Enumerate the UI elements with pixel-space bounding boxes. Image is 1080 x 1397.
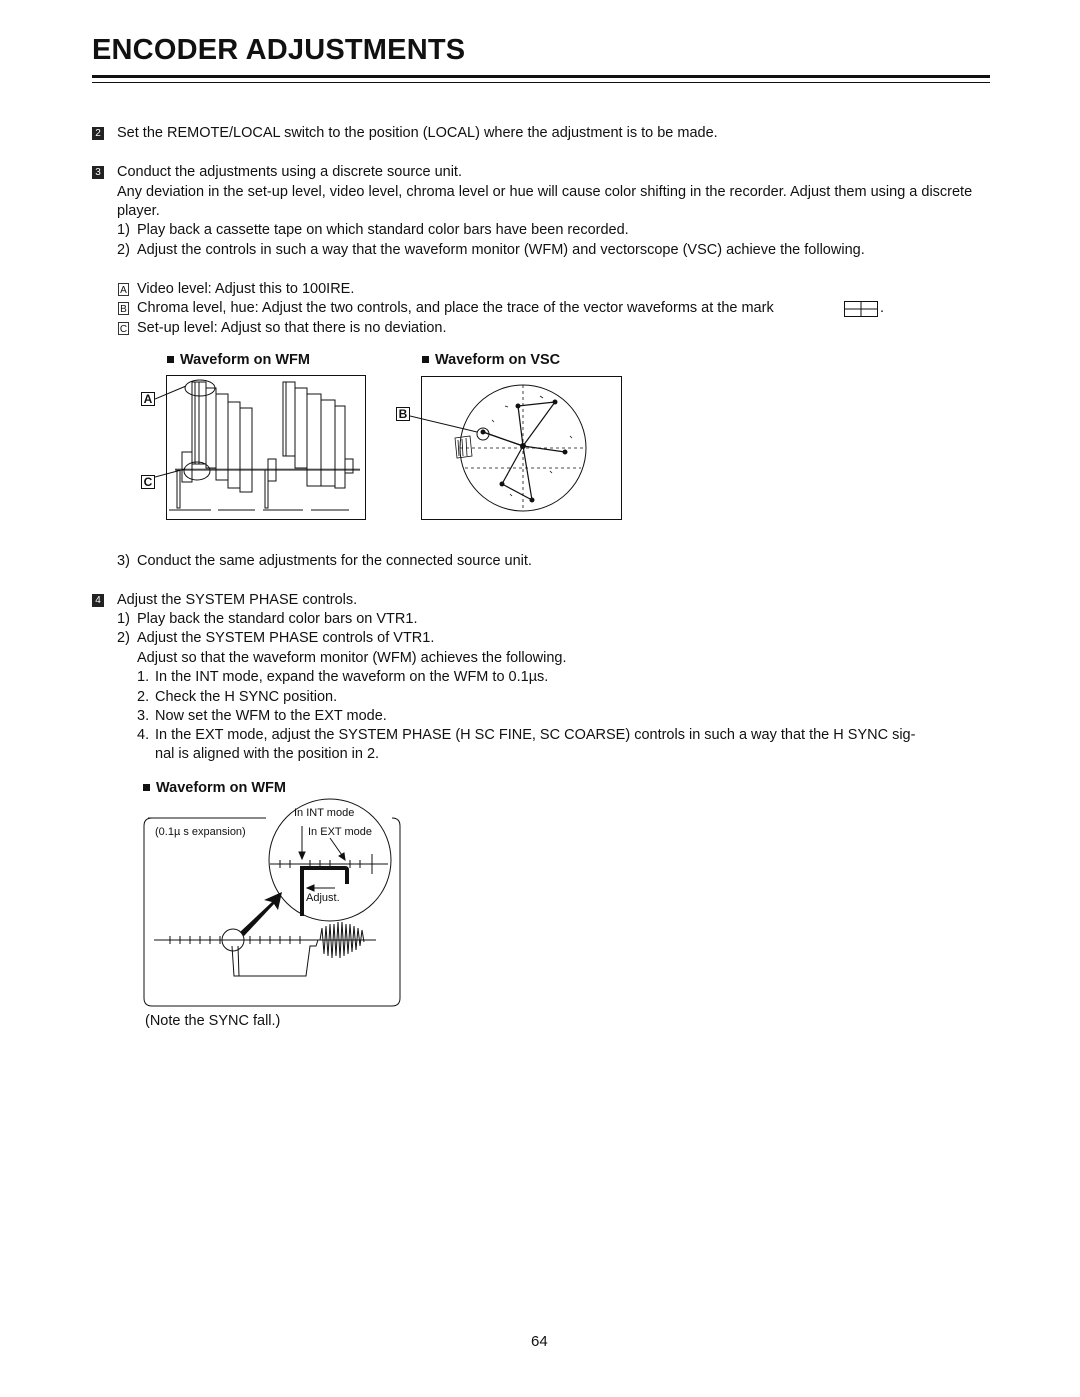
bullet-icon — [143, 784, 150, 791]
cross-mark-icon — [844, 301, 878, 317]
step-3-sub3-num: 3) — [117, 553, 130, 569]
figure-caption: (Note the SYNC fall.) — [145, 1013, 281, 1029]
item-a-key: A — [118, 283, 129, 296]
step-3-paragraph: Any deviation in the set-up level, video level, chroma level or hue will cause color shifting in the recorder. Adjust them using a discrete player. — [117, 184, 973, 219]
title-rule — [92, 75, 990, 78]
step-3-sub3-text: Conduct the same adjustments for the connected source unit. — [137, 553, 532, 569]
step-4-t2: Check the H SYNC position. — [155, 689, 338, 705]
step-4-t1: In the INT mode, expand the waveform on the WFM to 0.1µs. — [155, 669, 549, 685]
title-rule-thin — [92, 82, 990, 83]
step-number-2: 2 — [92, 127, 104, 140]
step-number-4: 4 — [92, 594, 104, 607]
step-2-text: Set the REMOTE/LOCAL switch to the position (LOCAL) where the adjustment is to be made. — [117, 125, 718, 141]
vsc-label-b: B — [396, 407, 410, 421]
step-number-3: 3 — [92, 166, 104, 179]
ext-mode-label: In EXT mode — [308, 826, 372, 838]
bullet-icon — [422, 356, 429, 363]
step-4-sub1-text: Play back the standard color bars on VTR1. — [137, 611, 418, 627]
item-c-text: Set-up level: Adjust so that there is no deviation. — [137, 320, 447, 336]
int-mode-label: In INT mode — [294, 807, 355, 819]
step-4-n1: 1. — [137, 669, 150, 685]
item-b-key: B — [118, 302, 129, 315]
wfm-label-a: A — [141, 392, 155, 406]
wfm-heading: Waveform on WFM — [167, 352, 310, 368]
step-4-sub2-num: 2) — [117, 630, 130, 646]
step-4-t3: Now set the WFM to the EXT mode. — [155, 708, 387, 724]
step-4-t4b: nal is aligned with the position in 2. — [155, 746, 380, 762]
step-4-n4: 4. — [137, 727, 150, 743]
bullet-icon — [167, 356, 174, 363]
step-3-sub1-num: 1) — [117, 222, 130, 238]
adjust-label: Adjust. — [306, 892, 340, 904]
step-4-sub2-text: Adjust the SYSTEM PHASE controls of VTR1. — [137, 630, 435, 646]
page-number: 64 — [531, 1333, 548, 1350]
wfm2-heading: Waveform on WFM — [143, 780, 286, 796]
vsc-vector-diagram — [410, 376, 624, 522]
step-3-sub2-num: 2) — [117, 242, 130, 258]
step-4-t4a: In the EXT mode, adjust the SYSTEM PHASE (H SC FINE, SC COARSE) controls in such a way that the H SYNC sig- — [155, 727, 916, 743]
item-a-text: Video level: Adjust this to 100IRE. — [137, 281, 355, 297]
wfm-colorbar-diagram — [155, 374, 370, 524]
expansion-label: (0.1µ s expansion) — [155, 826, 246, 838]
step-4-paragraph: Adjust so that the waveform monitor (WFM) achieves the following. — [137, 650, 567, 666]
step-3-sub1-text: Play back a cassette tape on which standard color bars have been recorded. — [137, 222, 629, 238]
step-4-n2: 2. — [137, 689, 150, 705]
page-title: ENCODER ADJUSTMENTS — [92, 34, 466, 66]
step-4-n3: 3. — [137, 708, 150, 724]
item-b-end: . — [880, 300, 885, 316]
item-b-text: Chroma level, hue: Adjust the two controls, and place the trace of the vector waveforms at the mark — [137, 300, 774, 316]
step-3-sub2-text: Adjust the controls in such a way that the waveform monitor (WFM) and vectorscope (VSC) achieve the following. — [137, 242, 865, 258]
step-4-sub1-num: 1) — [117, 611, 130, 627]
step-3-text: Conduct the adjustments using a discrete source unit. — [117, 164, 462, 180]
item-c-key: C — [119, 324, 128, 335]
vsc-heading: Waveform on VSC — [422, 352, 560, 368]
wfm-label-c: C — [141, 475, 155, 489]
step-4-text: Adjust the SYSTEM PHASE controls. — [117, 592, 358, 608]
